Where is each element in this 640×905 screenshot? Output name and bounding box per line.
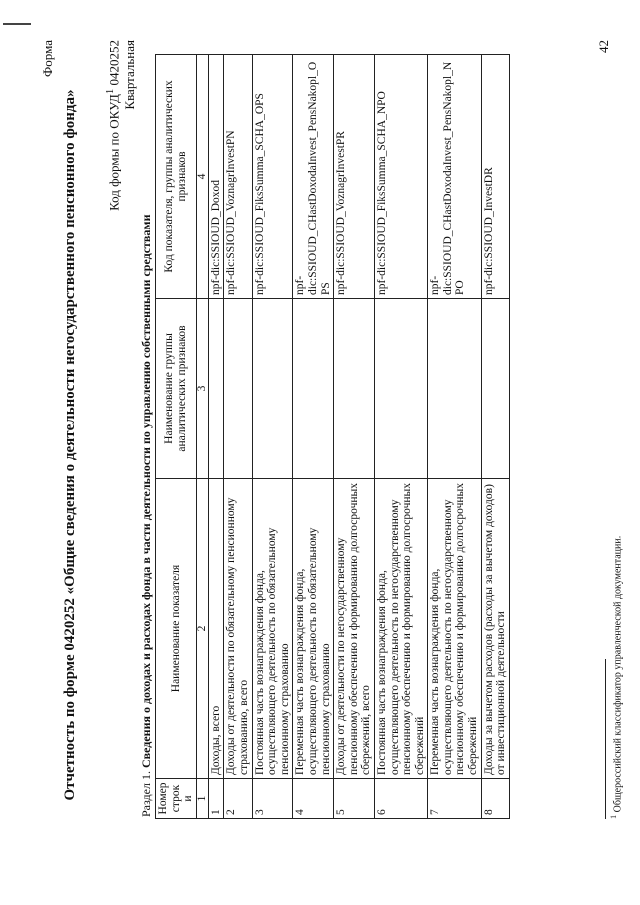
row-name: Переменная часть вознаграждения фонда, осуществляющего деятельность по обязательному пенсионному страхованию — [293, 479, 334, 779]
periodicity: Квартальная — [122, 40, 137, 110]
row-number: 5 — [334, 779, 375, 819]
row-code: npf-dic:SSIOUD_InvestDR — [481, 55, 509, 299]
row-name: Доходы за вычетом расходов (расходы за вычетом доходов) от инвестиционной деятельности — [481, 479, 509, 779]
section-prefix: Раздел 1. — [139, 768, 153, 817]
column-number: 3 — [196, 299, 208, 479]
row-name: Доходы, всего — [208, 479, 224, 779]
okud-code: 0420252 — [106, 40, 122, 86]
footnote-text: Общероссийский классификатор управленческой документации. — [612, 535, 624, 813]
row-number: 7 — [428, 779, 481, 819]
row-group — [481, 299, 509, 479]
row-code: npf-dic:SSIOUD_VoznagrInvestPN — [224, 55, 252, 299]
section-heading — [139, 215, 154, 818]
row-group — [224, 299, 252, 479]
row-name: Постоянная часть вознаграждения фонда, осуществляющего деятельность по обязательному пенсионному страхованию — [252, 479, 293, 779]
row-name: Доходы от деятельности по негосударственному пенсионному обеспечению и формированию долгосрочных сбережений, всего — [334, 479, 375, 779]
row-group — [428, 299, 481, 479]
column-number: 1 — [196, 779, 208, 819]
table-row — [374, 55, 427, 819]
header-group-name: Наименование группы аналитических признаков — [156, 299, 197, 479]
row-name: Постоянная часть вознаграждения фонда, осуществляющего деятельность по негосударственному пенсионному обеспечению и формированию долгосрочных сбережений — [374, 479, 427, 779]
column-number: 4 — [196, 55, 208, 299]
row-group — [293, 299, 334, 479]
table-row — [208, 55, 224, 819]
row-code: npf-dic:SSIOUD_Doxod — [208, 55, 224, 299]
row-group — [334, 299, 375, 479]
section-title: Сведения о доходах и расходах фонда в части деятельности по управлению собственными средствами — [139, 214, 153, 769]
table-row — [252, 55, 293, 819]
column-number: 2 — [196, 479, 208, 779]
table-header-row — [156, 55, 197, 819]
row-number: 6 — [374, 779, 427, 819]
column-number-row — [196, 55, 208, 819]
row-name: Переменная часть вознаграждения фонда, осуществляющего деятельность по негосударственному пенсионному обеспечению и формированию долгосрочных сбережений — [428, 479, 481, 779]
table-row — [334, 55, 375, 819]
okud-code-line — [104, 40, 122, 211]
row-number: 3 — [252, 779, 293, 819]
table-row — [428, 55, 481, 819]
header-indicator-code: Код показателя, группы аналитических признаков — [156, 55, 197, 299]
row-group — [252, 299, 293, 479]
row-code: npf-dic:SSIOUD_CHastDoxodaInvest_PensNakopl_OPS — [293, 55, 334, 299]
row-name: Доходы от деятельности по обязательному пенсионному страхованию, всего — [224, 479, 252, 779]
row-group — [208, 299, 224, 479]
table-row — [481, 55, 509, 819]
footnote-mark: 1 — [609, 814, 618, 819]
row-group — [374, 299, 427, 479]
row-number: 1 — [208, 779, 224, 819]
row-code: npf-dic:SSIOUD_FiksSumma_SCHA_NPO — [374, 55, 427, 299]
table-row — [293, 55, 334, 819]
page-number: 42 — [596, 40, 611, 53]
row-number: 8 — [481, 779, 509, 819]
footnote — [609, 536, 623, 819]
footnote-divider — [605, 659, 606, 819]
report-title: Отчетность по форме 0420252 «Общие сведения о деятельности негосударственного пенсионного фонда» — [62, 89, 78, 801]
header-row-number: Номер строки — [156, 779, 197, 819]
row-code: npf-dic:SSIOUD_CHastDoxodaInvest_PensNakopl_NPO — [428, 55, 481, 299]
table-row — [224, 55, 252, 819]
row-number: 4 — [293, 779, 334, 819]
row-code: npf-dic:SSIOUD_VoznagrInvestPR — [334, 55, 375, 299]
okud-label: Код формы по ОКУД — [106, 94, 122, 211]
scan-edge-mark — [3, 23, 31, 25]
header-indicator-name: Наименование показателя — [156, 479, 197, 779]
row-number: 2 — [224, 779, 252, 819]
row-code: npf-dic:SSIOUD_FiksSumma_SCHA_OPS — [252, 55, 293, 299]
okud-footnote-mark: 1 — [104, 88, 116, 95]
form-label: Форма — [40, 40, 55, 77]
report-table — [155, 54, 510, 819]
